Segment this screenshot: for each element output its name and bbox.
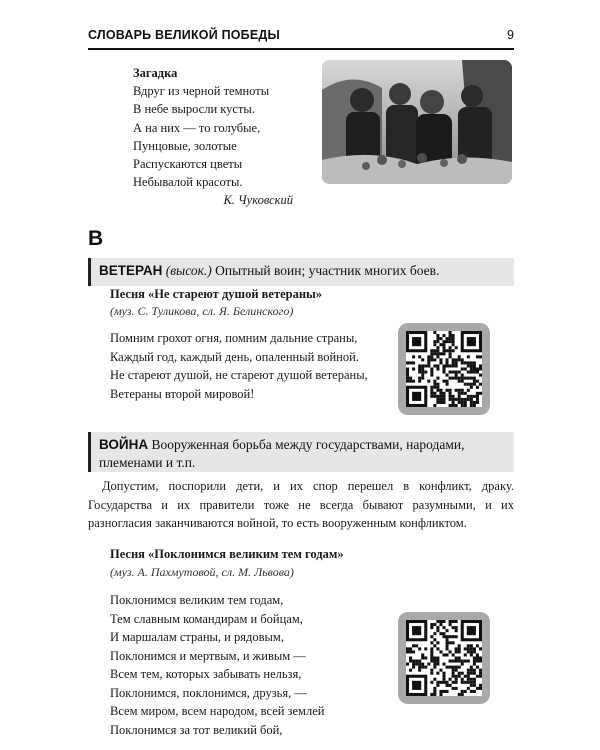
entry-term: ВЕТЕРАН (99, 263, 163, 278)
qr-code-icon (406, 620, 482, 696)
war-explanation: Допустим, поспорили дети, и их спор перешел в конфликт, драку. Государства и их правители тоже не всегда бывают разумными, и их разногласия заканчиваются войной, то есть вооруженным конфликтом. (88, 479, 514, 530)
lyric-line: Всем тем, которых забывать нельзя, (110, 667, 302, 681)
song-lyrics (110, 591, 324, 739)
riddle-line: А на них — то голубые, (133, 120, 261, 135)
song-credits: (муз. А. Пахмутовой, сл. М. Львова) (110, 565, 294, 579)
riddle-title: Загадка (133, 66, 178, 80)
song-lyrics (110, 329, 368, 403)
lyric-line: Каждый год, каждый день, опаленный войной. (110, 349, 359, 364)
lyric-line: Поклонимся, поклонимся, друзья, — (110, 685, 307, 700)
lyric-line: Ветераны второй мировой! (110, 386, 255, 401)
qr-code-war-song[interactable] (398, 612, 490, 704)
entry-veteran (88, 258, 514, 286)
running-title: СЛОВАРЬ ВЕЛИКОЙ ПОБЕДЫ (88, 28, 280, 42)
lyric-line: Не стареют душой, не стареют душой ветераны, (110, 368, 368, 382)
entry-definition: Опытный воин; участник многих боев. (211, 263, 440, 278)
song-title: Песня «Не стареют душой ветераны» (110, 287, 323, 301)
lyric-line: Тем славным командирам и бойцам, (110, 611, 303, 626)
qr-code-icon (406, 331, 482, 407)
page-header (88, 28, 514, 48)
entry-definition: Вооруженная борьба между государствами, народами, племенами и т.п. (99, 437, 465, 470)
lyric-line: Поклонимся за тот великий бой, (110, 722, 283, 737)
entry-text (99, 436, 508, 472)
lyric-line: Поклонимся великим тем годам, (110, 593, 284, 607)
song-title: Песня «Поклонимся великим тем годам» (110, 547, 344, 561)
riddle-line: Вдруг из черной темноты (133, 84, 270, 99)
entry-note: (высок.) (165, 263, 212, 278)
header-rule (88, 48, 514, 50)
qr-code-veteran-song[interactable] (398, 323, 490, 415)
entry-term: ВОЙНА (99, 437, 149, 452)
lyric-line: Помним грохот огня, помним дальние страны, (110, 331, 358, 345)
entry-text (99, 262, 508, 280)
entry-war (88, 432, 514, 472)
lyric-line: И маршалам страны, и рядовым, (110, 630, 284, 644)
riddle-author: К. Чуковский (223, 193, 293, 208)
photo-veterans-with-flowers (322, 60, 512, 184)
riddle-block (133, 64, 313, 210)
riddle-line: Пунцовые, золотые (133, 138, 237, 153)
lyric-line: Всем миром, всем народом, всей землей (110, 704, 325, 718)
song-credits: (муз. С. Туликова, сл. Я. Белинского) (110, 304, 294, 318)
section-letter: В (88, 227, 104, 250)
riddle-line: Распускаются цветы (133, 157, 243, 172)
page-number: 9 (507, 28, 514, 42)
riddle-line: В небе выросли кусты. (133, 102, 255, 117)
riddle-line: Небывалой красоты. (133, 175, 243, 190)
lyric-line: Поклонимся и мертвым, и живым — (110, 648, 306, 663)
